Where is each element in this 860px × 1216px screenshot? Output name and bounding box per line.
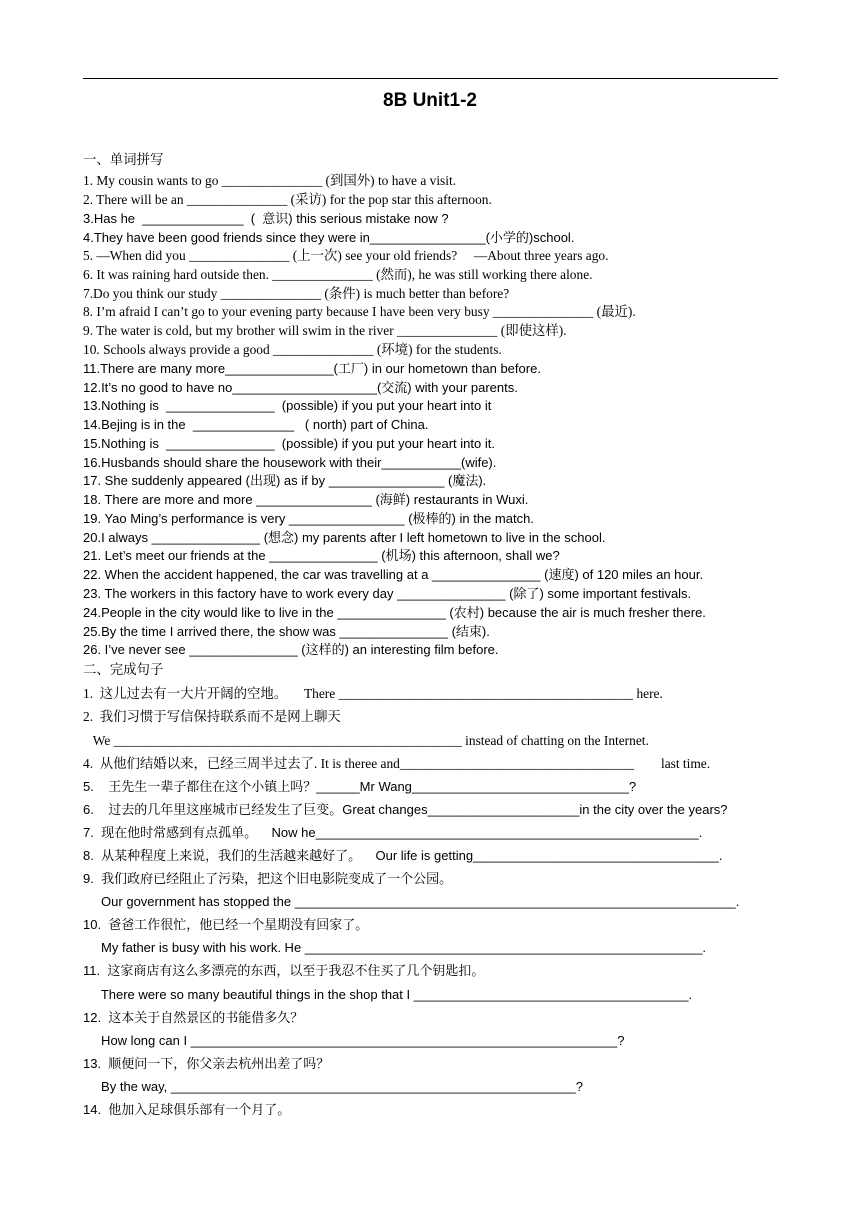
question-line: There were so many beautiful things in the shop that I ______________________________________.	[83, 987, 693, 1002]
question-line: By the way, ________________________________________________________?	[83, 1079, 584, 1094]
question-line: 9. 我们政府已经阻止了污染，把这个旧电影院变成了一个公园。	[83, 871, 453, 886]
question-line: 13.Nothing is _______________ (possible) if you put your heart into it	[83, 398, 492, 413]
page-title: 8B Unit1-2	[383, 90, 477, 111]
question-line: 4.They have been good friends since they were in________________(小学的)school.	[83, 230, 575, 245]
question-line: 22. When the accident happened, the car was travelling at a _______________ (速度) of 120 miles an hour.	[83, 567, 704, 582]
question-line: 1. 这儿过去有一大片开阔的空地。 There ____________________________________________ here.	[83, 686, 663, 701]
question-line: 4. 从他们结婚以来，已经三周半过去了. It is theree and___________________________________ last time.	[83, 756, 711, 771]
question-line: Our government has stopped the _____________________________________________________________.	[83, 894, 740, 909]
question-line: 8. 从某种程度上来说，我们的生活越来越好了。 Our life is getting__________________________________.	[83, 848, 723, 863]
question-line: 12.It’s no good to have no____________________(交流) with your parents.	[83, 380, 518, 395]
question-line: 1. My cousin wants to go _______________ (到国外) to have a visit.	[83, 173, 457, 188]
question-line: 9. The water is cold, but my brother will swim in the river _______________ (即使这样).	[83, 323, 567, 338]
header-rule	[83, 78, 778, 79]
question-line: 5. —When did you _______________ (上一次) see your old friends? —About three years ago.	[83, 248, 609, 263]
question-line: 2. There will be an _______________ (采访) for the pop star this afternoon.	[83, 192, 492, 207]
question-line: 13. 顺便问一下，你父亲去杭州出差了吗？	[83, 1056, 330, 1071]
question-line: 6. 过去的几年里这座城市已经发生了巨变。Great changes_____________________in the city over the years?	[83, 802, 728, 817]
question-line: 12. 这本关于自然景区的书能借多久？	[83, 1010, 304, 1025]
question-line: 6. It was raining hard outside then. _______________ (然而), he was still working there alone.	[83, 267, 593, 282]
question-line: 5. 王先生一辈子都住在这个小镇上吗？______Mr Wang______________________________?	[83, 779, 637, 794]
question-line: 23. The workers in this factory have to work every day _______________ (除了) some important festivals.	[83, 586, 692, 601]
question-line: 18. There are more and more ________________ (海鲜) restaurants in Wuxi.	[83, 492, 529, 507]
question-line: 8. I’m afraid I can’t go to your evening party because I have been very busy _______________ (最近).	[83, 304, 636, 319]
question-line: 14.Bejing is in the ______________ ( north) part of China.	[83, 417, 429, 432]
question-line: 21. Let’s meet our friends at the _______________ (机场) this afternoon, shall we?	[83, 548, 560, 563]
question-line: 20.I always _______________ (想念) my parents after I left hometown to live in the school.	[83, 530, 606, 545]
question-line: 7.Do you think our study _______________ (条件) is much better than before?	[83, 286, 510, 301]
question-line: 19. Yao Ming’s performance is very ________________ (极棒的) in the match.	[83, 511, 534, 526]
question-line: 11. 这家商店有这么多漂亮的东西，以至于我忍不住买了几个钥匙扣。	[83, 963, 485, 978]
question-line: How long can I ___________________________________________________________?	[83, 1033, 625, 1048]
question-line: 26. I’ve never see _______________ (这样的) an interesting film before.	[83, 642, 499, 657]
question-line: 15.Nothing is _______________ (possible) if you put your heart into it.	[83, 436, 495, 451]
question-line: 25.By the time I arrived there, the show was _______________ (结束).	[83, 624, 490, 639]
question-line: 2. 我们习惯于写信保持联系而不是网上聊天	[83, 709, 341, 724]
question-line: 3.Has he ______________ ( 意识) this serious mistake now ?	[83, 211, 449, 226]
section-heading-spelling: 一、单词拼写	[83, 152, 164, 167]
question-line: 11.There are many more_______________(工厂) in our hometown than before.	[83, 361, 541, 376]
question-line: 14. 他加入足球俱乐部有一个月了。	[83, 1102, 291, 1117]
question-line: My father is busy with his work. He _______________________________________________________.	[83, 940, 707, 955]
question-line: 10. 爸爸工作很忙，他已经一个星期没有回家了。	[83, 917, 369, 932]
question-line: 10. Schools always provide a good _______________ (环境) for the students.	[83, 342, 502, 357]
question-line: 24.People in the city would like to live in the _______________ (农村) because the air is much fresher there.	[83, 605, 706, 620]
section-heading-sentences: 二、完成句子	[83, 662, 164, 677]
question-line: We ____________________________________________________ instead of chatting on the Internet.	[83, 733, 649, 748]
question-line: 16.Husbands should share the housework with their___________(wife).	[83, 455, 497, 470]
question-line: 17. She suddenly appeared (出现) as if by ________________ (魔法).	[83, 473, 487, 488]
question-line: 7. 现在他时常感到有点孤单。 Now he_____________________________________________________.	[83, 825, 703, 840]
